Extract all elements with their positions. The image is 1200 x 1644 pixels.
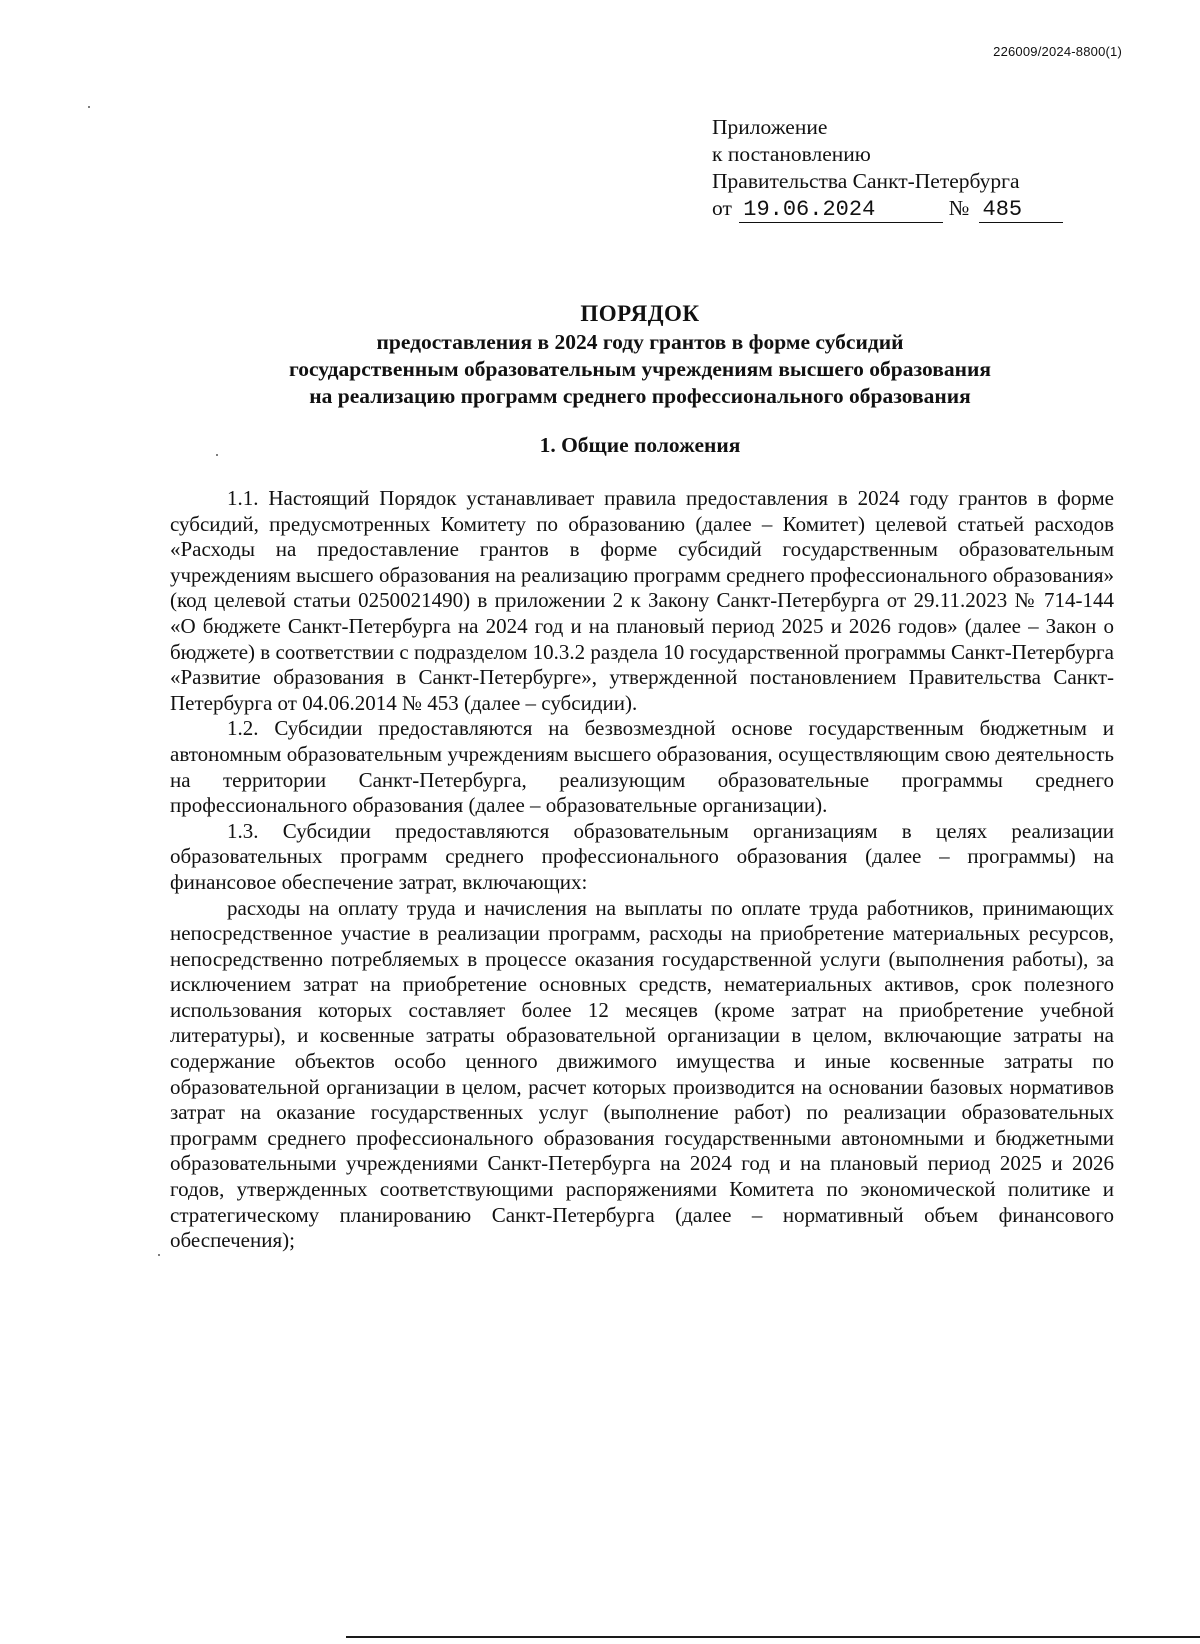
document-subtitle-line-3: на реализацию программ среднего профессионального образования bbox=[309, 384, 971, 408]
paragraph-1-2: 1.2. Субсидии предоставляются на безвозмездной основе государственным бюджетным и автономным образовательным учреждениям высшего образования, осуществляющим свою деятельность на территории Санкт-Петербурга, реализующим образовательные программы среднего профессионального образования (далее – образовательные организации). bbox=[170, 716, 1114, 818]
document-title: ПОРЯДОК bbox=[580, 301, 700, 326]
scan-speck bbox=[88, 106, 90, 108]
appendix-line-1: Приложение bbox=[712, 115, 828, 139]
section-title: 1. Общие положения bbox=[539, 433, 741, 457]
appendix-line-3: Правительства Санкт-Петербурга bbox=[712, 169, 1020, 193]
paragraph-1-1: 1.1. Настоящий Порядок устанавливает правила предоставления в 2024 году грантов в форме субсидий, предусмотренных Комитету по образованию (далее – Комитет) целевой статьей расходов «Расходы на предоставление грантов в форме субсидий государственным образовательным учреждениям высшего образования на реализацию программ среднего профессионального образования» (код целевой статьи 0250021490) в приложении 2 к Закону Санкт-Петербурга от 29.11.2023 № 714-144 «О бюджете Санкт-Петербурга на 2024 год и на плановый период 2025 и 2026 годов» (далее – Закон о бюджете) в соответствии с подразделом 10.3.2 раздела 10 государственной программы Санкт-Петербурга «Развитие образования в Санкт-Петербурге», утвержденной постановлением Правительства Санкт-Петербурга от 04.06.2014 № 453 (далее – субсидии). bbox=[170, 486, 1114, 715]
bottom-rule bbox=[346, 1636, 1200, 1638]
date-prefix: от bbox=[712, 196, 732, 220]
registration-date: 19.06.2024 bbox=[739, 198, 943, 223]
section-body bbox=[170, 486, 1114, 1254]
paragraph-1-3: 1.3. Субсидии предоставляются образовательным организациям в целях реализации образовательных программ среднего профессионального образования (далее – программы) на финансовое обеспечение затрат, включающих: bbox=[170, 818, 1114, 894]
number-sign: № bbox=[948, 196, 970, 220]
paragraph-1-3-costs: расходы на оплату труда и начисления на выплаты по оплате труда работников, принимающих непосредственное участие в реализации программ, расходы на приобретение материальных ресурсов, непосредственно потребляемых в процессе оказания государственной услуги (выполнения работы), за исключением затрат на приобретение основных средств, нематериальных активов, срок полезного использования которых составляет более 12 месяцев (кроме затрат на приобретение учебной литературы), и косвенные затраты образовательной организации в целом, включающие затраты на содержание объектов особо ценного движимого имущества и иные косвенные затраты по образовательной организации в целом, расчет которых производится на основании базовых нормативов затрат на оказание государственных услуг (выполнение работ) по реализации образовательных программ среднего профессионального образования государственными автономными и бюджетными образовательными учреждениями Санкт-Петербурга на 2024 год и на плановый период 2025 и 2026 годов, утвержденных соответствующими распоряжениями Комитета по экономической политике и стратегическому планированию Санкт-Петербурга (далее – нормативный объем финансового обеспечения); bbox=[170, 895, 1114, 1253]
document-heading bbox=[160, 300, 1120, 410]
registration-number: 485 bbox=[979, 198, 1063, 223]
registration-line bbox=[712, 195, 1092, 223]
document-subtitle-line-1: предоставления в 2024 году грантов в форме субсидий bbox=[376, 330, 904, 354]
scan-speck bbox=[158, 1254, 160, 1256]
appendix-line-2: к постановлению bbox=[712, 142, 871, 166]
document-subtitle-line-2: государственным образовательным учреждениям высшего образования bbox=[288, 357, 992, 381]
appendix-block bbox=[712, 114, 1092, 223]
document-code: 226009/2024-8800(1) bbox=[993, 44, 1122, 59]
scan-speck bbox=[216, 454, 218, 456]
